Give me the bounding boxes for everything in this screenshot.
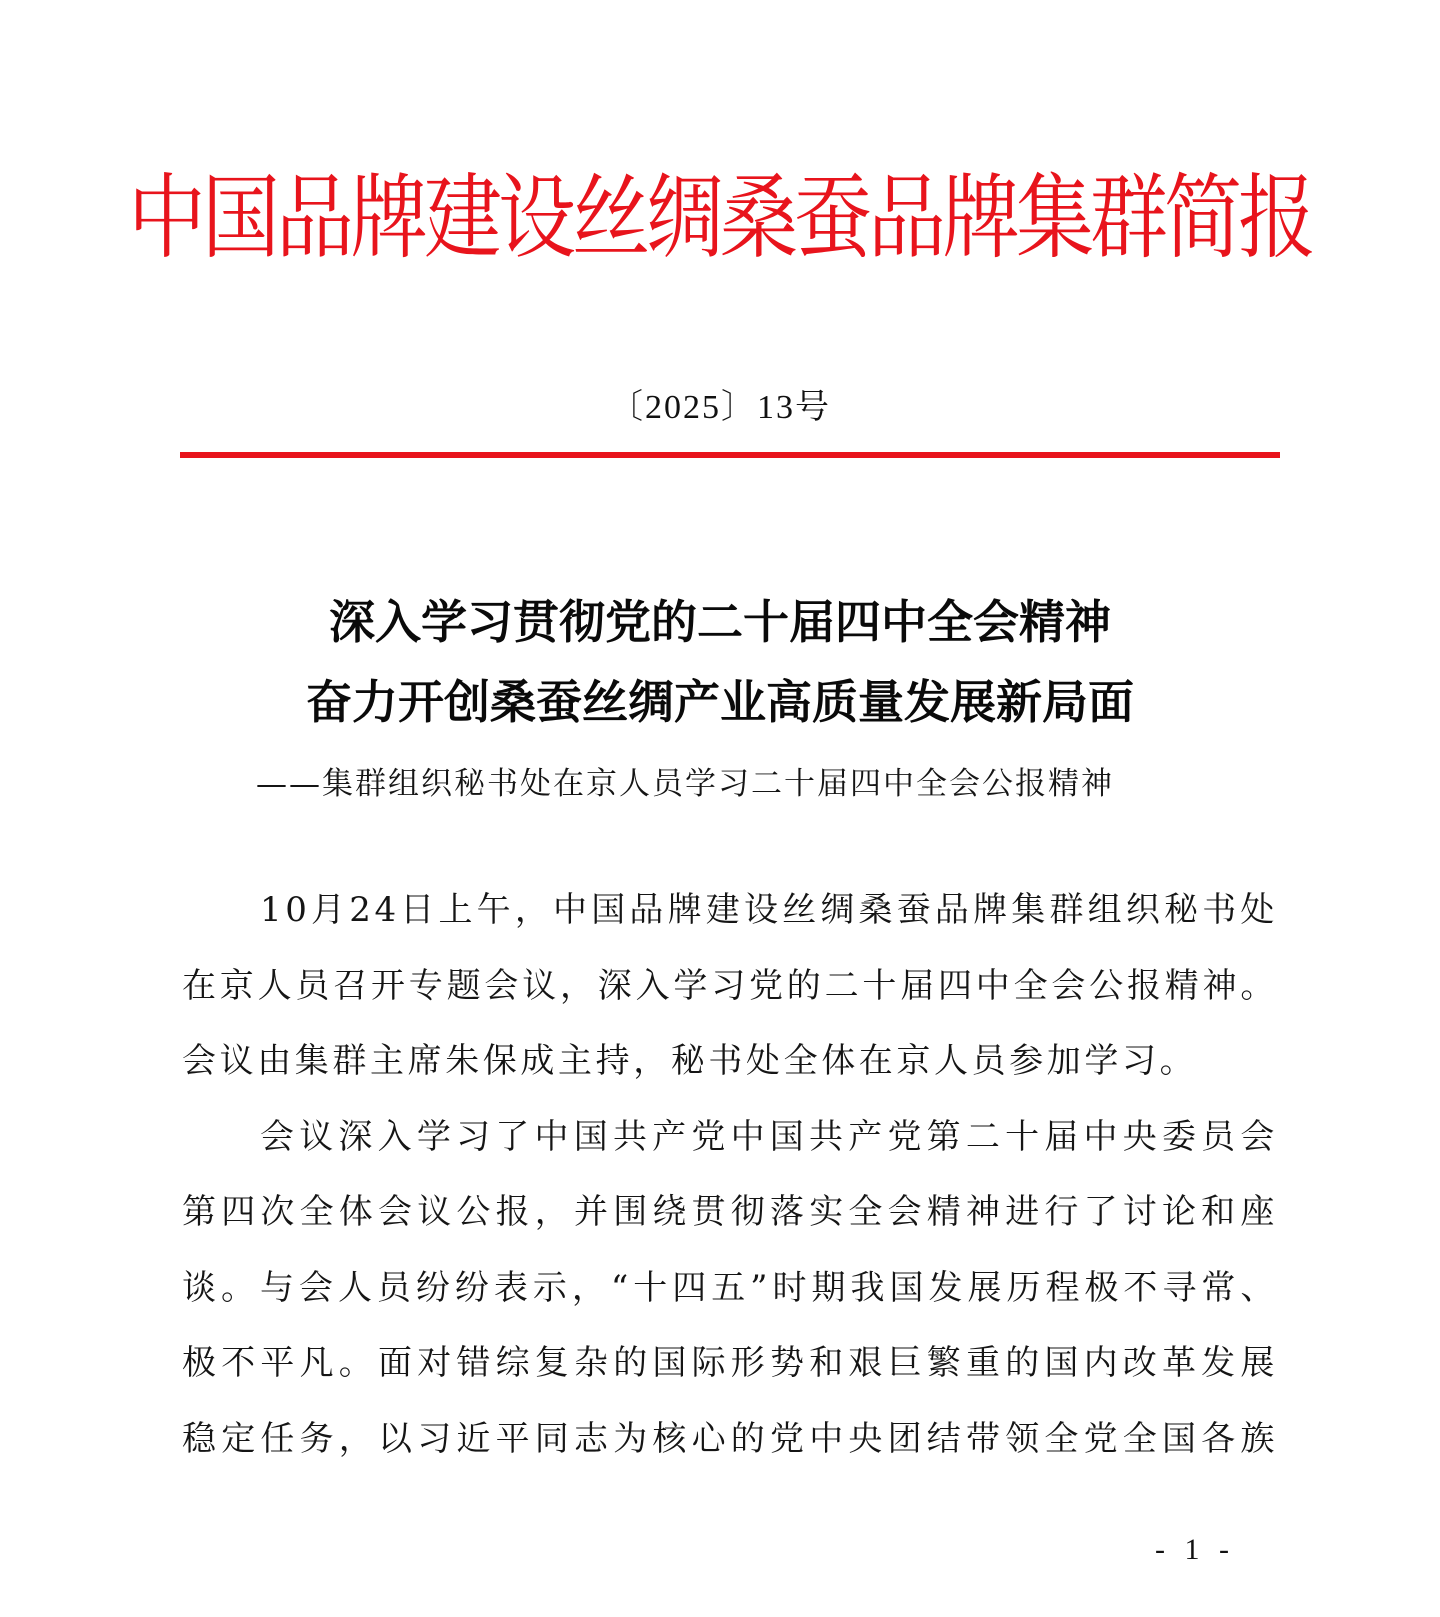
headline-line-1: 深入学习贯彻党的二十届四中全会精神	[329, 595, 1111, 649]
page-number: - 1 -	[1155, 1533, 1235, 1566]
subheadline: ——集群组织秘书处在京人员学习二十届四中全会公报精神	[256, 766, 1114, 802]
paragraph-2-line-4: 极不平凡。面对错综复杂的国际形势和艰巨繁重的国内改革发展	[182, 1343, 1278, 1383]
paragraph-2-line-5: 稳定任务，以习近平同志为核心的党中央团结带领全党全国各族	[182, 1418, 1278, 1459]
body-text	[182, 888, 1278, 1492]
paragraph-1-line-1: 10月24日上午，中国品牌建设丝绸桑蚕品牌集群组织秘书处	[260, 890, 1278, 930]
paragraph-2-line-3: 谈。与会人员纷纷表示，“十四五”时期我国发展历程极不寻常、	[182, 1267, 1278, 1308]
paragraph-2-line-2: 第四次全体会议公报，并围绕贯彻落实全会精神进行了讨论和座	[182, 1192, 1278, 1232]
masthead-title: 中国品牌建设丝绸桑蚕品牌集群简报	[127, 165, 1312, 273]
paragraph-2-line-1: 会议深入学习了中国共产党中国共产党第二十届中央委员会	[260, 1116, 1278, 1157]
paragraph-1-line-3: 会议由集群主席朱保成主持，秘书处全体在京人员参加学习。	[182, 1041, 1198, 1081]
paragraph-1-line-2: 在京人员召开专题会议，深入学习党的二十届四中全会公报精神。	[182, 965, 1278, 1006]
headline-line-2: 奋力开创桑蚕丝绸产业高质量发展新局面	[306, 675, 1134, 729]
red-divider-rule	[180, 452, 1280, 458]
issue-number: 〔2025〕13号	[609, 389, 831, 426]
